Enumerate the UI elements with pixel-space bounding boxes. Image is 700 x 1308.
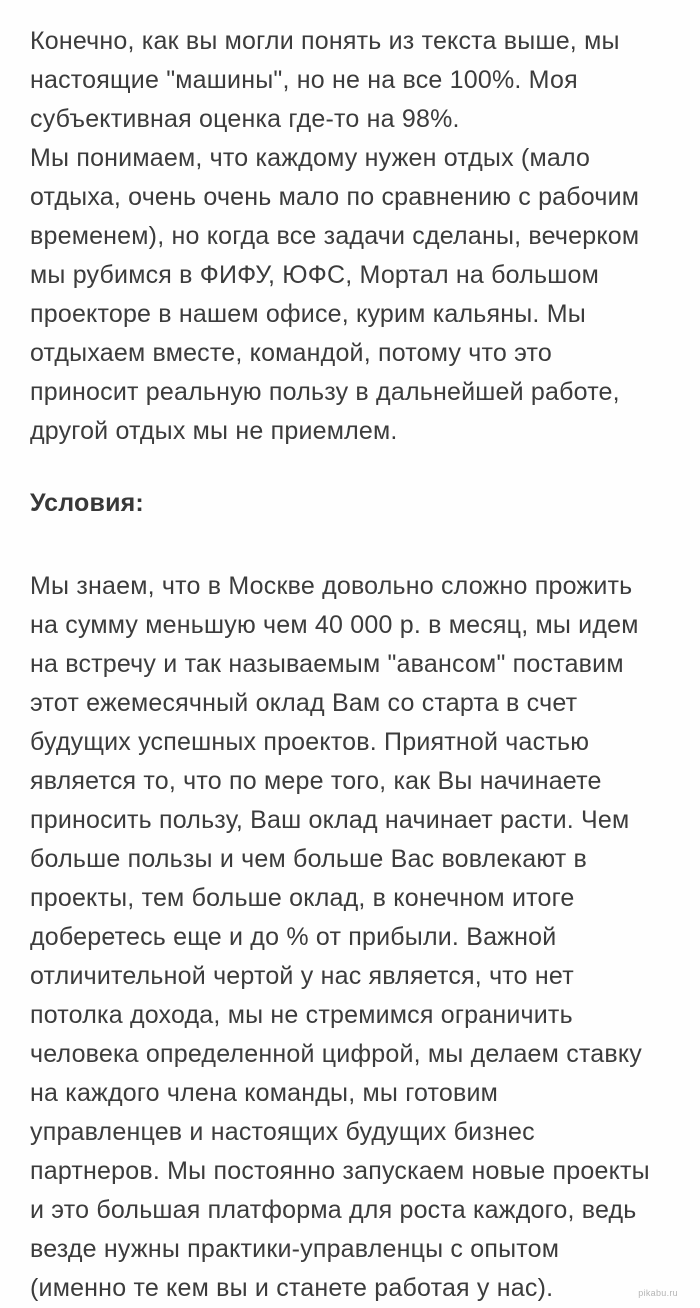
text-line: на встречу и так называемым "авансом" поставим [30, 650, 624, 678]
paragraph-intro [30, 22, 672, 451]
conditions-heading-wrap [30, 484, 672, 523]
text-line: отдыха, очень очень мало по сравнению с рабочим [30, 183, 640, 211]
text-line: больше пользы и чем больше Вас вовлекают в [30, 845, 588, 873]
text-line: человека определенной цифрой, мы делаем ставку [30, 1040, 642, 1068]
text-line: мы рубимся в ФИФУ, ЮФС, Мортал на большом [30, 261, 599, 289]
text-line: приносить пользу, Ваш оклад начинает расти. Чем [30, 806, 630, 834]
text-line: проекты, тем больше оклад, в конечном итоге [30, 884, 575, 912]
text-line: другой отдых мы не приемлем. [30, 417, 398, 445]
text-line: проекторе в нашем офисе, курим кальяны. Мы [30, 300, 586, 328]
text-line: потолка дохода, мы не стремимся ограничить [30, 1001, 573, 1029]
text-line: приносит реальную пользу в дальнейшей работе, [30, 378, 620, 406]
text-line: (именно те кем вы и станете работая у нас). [30, 1274, 554, 1302]
text-line: является то, что по мере того, как Вы начинаете [30, 767, 602, 795]
text-line: на сумму меньшую чем 40 000 р. в месяц, мы идем [30, 611, 639, 639]
watermark-pikabu: pikabu.ru [638, 1288, 678, 1298]
text-line: временем), но когда все задачи сделаны, вечерком [30, 222, 640, 250]
text-line: Мы знаем, что в Москве довольно сложно прожить [30, 572, 633, 600]
text-line: везде нужны практики-управленцы с опытом [30, 1235, 560, 1263]
conditions-heading: Условия: [30, 489, 144, 517]
text-line: настоящие "машины", но не на все 100%. Моя [30, 66, 578, 94]
text-line: этот ежемесячный оклад Вам со старта в счет [30, 689, 578, 717]
text-line: управленцев и настоящих будущих бизнес [30, 1118, 535, 1146]
text-line: доберетесь еще и до % от прибыли. Важной [30, 923, 557, 951]
paragraph-conditions [30, 567, 672, 1308]
text-line: отдыхаем вместе, командой, потому что это [30, 339, 553, 367]
text-line: на каждого члена команды, мы готовим [30, 1079, 499, 1107]
text-line: отличительной чертой у нас является, что нет [30, 962, 574, 990]
text-line: партнеров. Мы постоянно запускаем новые проекты [30, 1157, 650, 1185]
text-line: Мы понимаем, что каждому нужен отдых (мало [30, 144, 591, 172]
text-line: Конечно, как вы могли понять из текста выше, мы [30, 27, 620, 55]
text-line: и это большая платформа для роста каждого, ведь [30, 1196, 637, 1224]
text-line: субъективная оценка где-то на 98%. [30, 105, 460, 133]
text-line: будущих успешных проектов. Приятной частью [30, 728, 590, 756]
